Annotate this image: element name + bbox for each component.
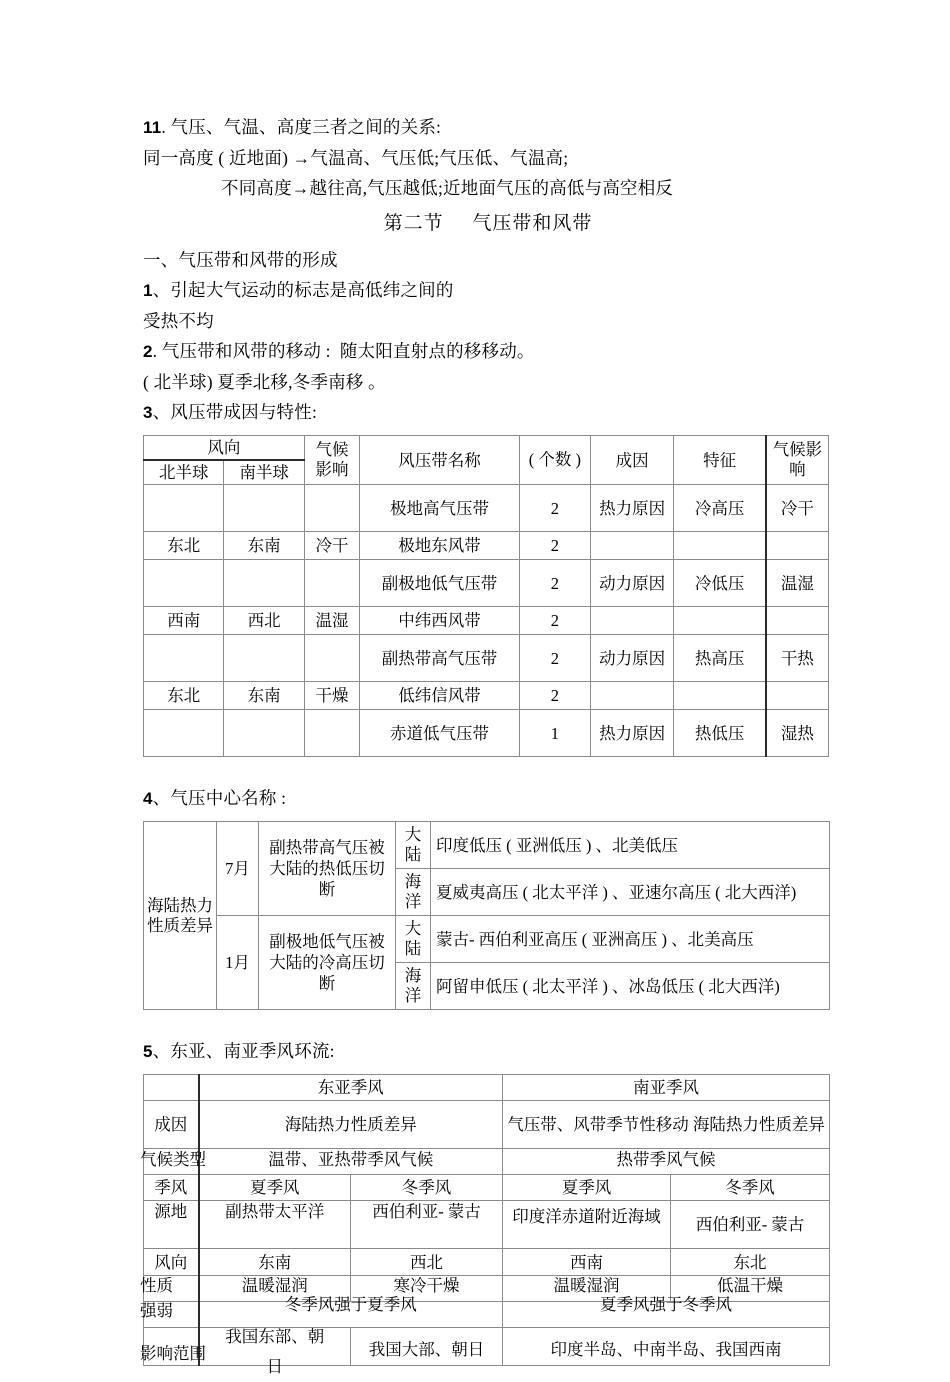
- cell-pressure-value: 印度低压 ( 亚洲低压 ) 、北美低压: [431, 822, 830, 869]
- table-row: [144, 485, 829, 532]
- cell-south: [224, 485, 304, 532]
- label-cause: 成因: [144, 1101, 199, 1149]
- cell-cause: [590, 532, 674, 560]
- outline-item-3-number: 3: [143, 403, 153, 422]
- outline-item-2: [143, 336, 833, 367]
- section-title: 第二节 气压带和风带: [383, 213, 593, 234]
- outline-item-1-text: 、引起大气运动的标志是高低纬之间的: [152, 280, 454, 300]
- outline-item-3-text: 、风压带成因与特性:: [152, 402, 318, 422]
- cell-east-summer-monsoon: 夏季风: [199, 1175, 351, 1201]
- cell-origin-east-summer-text: 副热带太平洋: [225, 1202, 325, 1221]
- cell-origin-east-summer: [199, 1201, 351, 1249]
- outline-item-4-number: 4: [143, 789, 153, 808]
- cell-north: [144, 710, 224, 757]
- cell-property-east-summer-text: 温暖湿润: [241, 1276, 308, 1295]
- cell-belt-name: 副极地低气压带: [360, 560, 520, 607]
- label-strength: [140, 1301, 199, 1328]
- label-range: [140, 1328, 206, 1366]
- cell-direction-east-winter: 西北: [351, 1249, 503, 1276]
- cell-feature: [674, 532, 766, 560]
- header-cause: 成因: [590, 436, 674, 485]
- table-row: [144, 635, 829, 682]
- cell-pressure-value: 夏威夷高压 ( 北太平洋 ) 、亚速尔高压 ( 北大西洋): [431, 869, 830, 916]
- cell-belt-name: 赤道低气压带: [360, 710, 520, 757]
- cell-climate1: [304, 710, 359, 757]
- table-row: [144, 822, 830, 869]
- table-row: [144, 710, 829, 757]
- outline-item-2-number: 2: [143, 342, 153, 361]
- outline-item-4: [143, 783, 833, 814]
- cell-origin-south-summer: [503, 1201, 671, 1249]
- table-monsoon-circulation: [140, 1074, 830, 1376]
- table-row: [144, 607, 829, 635]
- cell-count: 2: [519, 635, 590, 682]
- cell-climate2: 温湿: [766, 560, 829, 607]
- cell-cause: 热力原因: [590, 485, 674, 532]
- outline-item-1: [143, 275, 833, 306]
- cell-direction-south-winter: 东北: [671, 1249, 830, 1276]
- cell-strength-south-text: 夏季风强于冬季风: [600, 1295, 732, 1314]
- heading-formation: 一、气压带和风带的形成: [143, 250, 338, 270]
- same-altitude-line: 同一高度 ( 近地面) →气温高、气压低;气压低、气温高;: [143, 148, 569, 168]
- cell-corner-blank: [144, 1075, 199, 1101]
- label-climate-type-text: 气候类型: [140, 1150, 206, 1169]
- cell-property-east-winter-text: 寒冷干燥: [393, 1276, 460, 1295]
- cell-belt-name: 中纬西风带: [360, 607, 520, 635]
- cell-range-east-summer-text: 我国东部、朝日: [225, 1327, 325, 1376]
- label-property-text: 性质: [140, 1276, 173, 1295]
- cell-range-south-text: 印度半岛、中南半岛、我国西南: [550, 1340, 782, 1359]
- cell-count: 2: [519, 485, 590, 532]
- cell-count: 2: [519, 682, 590, 710]
- cell-cause: 热力原因: [590, 710, 674, 757]
- label-origin-text: 源地: [154, 1202, 188, 1221]
- label-monsoon: 季风: [144, 1175, 199, 1201]
- table-row: [144, 532, 829, 560]
- cell-south: 东南: [224, 682, 304, 710]
- cell-climate-type-east-text: 温带、亚热带季风气候: [268, 1150, 434, 1169]
- cell-range-east-winter-text: 我国大部、朝日: [368, 1340, 485, 1359]
- header-south-hemisphere: 南半球: [224, 460, 304, 485]
- cell-climate1: [304, 635, 359, 682]
- cell-count: 2: [519, 560, 590, 607]
- cell-south: 西北: [224, 607, 304, 635]
- table-row-header-top: [144, 436, 829, 461]
- cell-origin-east-winter-text: 西伯利亚- 蒙古: [372, 1202, 481, 1221]
- cell-south: [224, 560, 304, 607]
- cell-feature: 冷高压: [674, 485, 766, 532]
- outline-item-2-continued: ( 北半球) 夏季北移,冬季南移 。: [143, 372, 386, 392]
- cell-cause: 动力原因: [590, 560, 674, 607]
- header-south-asia-monsoon: 南亚季风: [503, 1075, 830, 1101]
- outline-item-1-number: 1: [143, 281, 153, 300]
- cell-cause-south: 气压带、风带季节性移动 海陆热力性质差异: [503, 1101, 830, 1149]
- outline-item-4-text: 、气压中心名称 :: [152, 788, 287, 808]
- cell-month: 7月: [217, 822, 259, 916]
- cell-south: [224, 635, 304, 682]
- cell-north: [144, 635, 224, 682]
- different-altitude-line: 不同高度→越往高,气压越低;近地面气压的高低与高空相反: [221, 178, 674, 198]
- table-row-header: [144, 1075, 830, 1101]
- cell-feature: [674, 682, 766, 710]
- header-feature: 特征: [674, 436, 766, 485]
- table-row: [144, 1175, 830, 1201]
- cell-strength-east-text: 冬季风强于夏季风: [284, 1295, 417, 1314]
- cell-feature: [674, 607, 766, 635]
- table-row: [144, 1328, 830, 1366]
- cell-south-summer-monsoon: 夏季风: [503, 1175, 671, 1201]
- cell-climate1: 冷干: [304, 532, 359, 560]
- table-row: [144, 1149, 830, 1175]
- cell-origin-east-winter: [351, 1201, 503, 1249]
- cell-climate2: [766, 532, 829, 560]
- cell-south: [224, 710, 304, 757]
- cell-origin-south-summer-text: 印度洋赤道附近海域: [512, 1206, 661, 1226]
- cell-belt-name: 极地高气压带: [360, 485, 520, 532]
- header-belt-name: 风压带名称: [360, 436, 520, 485]
- cell-count: 1: [519, 710, 590, 757]
- cell-count: 2: [519, 607, 590, 635]
- cell-root-cause: 海陆热力性质差异: [144, 822, 217, 1010]
- table-row: [144, 916, 830, 963]
- cell-feature: 冷低压: [674, 560, 766, 607]
- table-wind-pressure-belts: [143, 435, 829, 757]
- cell-count: 2: [519, 532, 590, 560]
- cell-feature: 热低压: [674, 710, 766, 757]
- outline-item-5-number: 5: [143, 1042, 153, 1061]
- header-climate-effect-left: 气候影响: [304, 436, 359, 485]
- cell-property-south-winter-text: 低温干燥: [717, 1276, 783, 1295]
- cell-climate2: [766, 682, 829, 710]
- table-pressure-centers: [143, 821, 830, 1010]
- header-east-asia-monsoon: 东亚季风: [199, 1075, 503, 1101]
- cell-direction-south-summer: 西南: [503, 1249, 671, 1276]
- cell-zone: 海洋: [396, 869, 431, 916]
- cell-pressure-value: 阿留申低压 ( 北太平洋 ) 、冰岛低压 ( 北大西洋): [431, 963, 830, 1010]
- cell-description: 副极地低气压被大陆的冷高压切断: [259, 916, 396, 1010]
- item-11-line: [143, 112, 833, 143]
- cell-direction-east-summer: 东南: [199, 1249, 351, 1276]
- cell-climate1: [304, 485, 359, 532]
- cell-climate-type-south-text: 热带季风气候: [616, 1150, 716, 1169]
- cell-belt-name: 低纬信风带: [360, 682, 520, 710]
- header-wind-direction: 风向: [144, 436, 305, 461]
- cell-range-east-summer: [199, 1327, 351, 1376]
- cell-climate-type-east: [199, 1149, 503, 1175]
- cell-cause: [590, 682, 674, 710]
- cell-cause: [590, 607, 674, 635]
- cell-north: [144, 560, 224, 607]
- document-body: [140, 112, 833, 1376]
- cell-belt-name: 极地东风带: [360, 532, 520, 560]
- cell-feature: 热高压: [674, 635, 766, 682]
- cell-climate2: 冷干: [766, 485, 829, 532]
- cell-strength-south: [503, 1295, 830, 1328]
- label-origin: [144, 1201, 199, 1249]
- cell-climate2: [766, 607, 829, 635]
- cell-south-winter-monsoon: 冬季风: [671, 1175, 830, 1201]
- header-count: ( 个数 ): [519, 436, 590, 485]
- outline-item-1-continued: 受热不均: [143, 311, 214, 331]
- cell-range-east-winter: [351, 1328, 503, 1366]
- cell-zone: 大陆: [396, 822, 431, 869]
- cell-climate1: 温湿: [304, 607, 359, 635]
- cell-south: 东南: [224, 532, 304, 560]
- cell-north: 东北: [144, 532, 224, 560]
- item-11-number: 11: [143, 118, 162, 137]
- cell-description: 副热带高气压被大陆的热低压切断: [259, 822, 396, 916]
- cell-climate1: [304, 560, 359, 607]
- cell-origin-south-winter: 西伯利亚- 蒙古: [671, 1201, 830, 1249]
- label-range-text: 影响范围: [140, 1344, 206, 1363]
- header-climate-effect-right: 气候影响: [766, 436, 829, 485]
- cell-east-winter-monsoon: 冬季风: [351, 1175, 503, 1201]
- outline-item-3: [143, 397, 833, 428]
- cell-north: 东北: [144, 682, 224, 710]
- outline-item-5-text: 、东亚、南亚季风环流:: [152, 1041, 335, 1061]
- cell-month: 1月: [217, 916, 259, 1010]
- cell-pressure-value: 蒙古- 西伯利亚高压 ( 亚洲高压 ) 、北美高压: [431, 916, 830, 963]
- cell-climate1: 干燥: [304, 682, 359, 710]
- cell-cause-east: 海陆热力性质差异: [199, 1101, 503, 1149]
- cell-climate2: 干热: [766, 635, 829, 682]
- outline-item-2-text: . 气压带和风带的移动 : 随太阳直射点的移移动。: [152, 341, 535, 361]
- item-11-text: . 气压、气温、高度三者之间的关系:: [161, 117, 442, 137]
- cell-north: [144, 485, 224, 532]
- cell-belt-name: 副热带高气压带: [360, 635, 520, 682]
- label-strength-text: 强弱: [140, 1301, 173, 1320]
- table-row: [144, 560, 829, 607]
- cell-zone: 大陆: [396, 916, 431, 963]
- cell-range-south: [503, 1328, 830, 1366]
- label-climate-type: [140, 1149, 206, 1175]
- cell-property-south-summer-text: 温暖湿润: [553, 1276, 620, 1295]
- table-row: [144, 1201, 830, 1249]
- cell-climate-type-south: [503, 1149, 830, 1175]
- header-north-hemisphere: 北半球: [144, 460, 224, 485]
- cell-zone: 海洋: [396, 963, 431, 1010]
- table-row: [144, 682, 829, 710]
- cell-cause: 动力原因: [590, 635, 674, 682]
- cell-north: 西南: [144, 607, 224, 635]
- outline-item-5: [143, 1036, 833, 1067]
- label-direction: 风向: [144, 1249, 199, 1276]
- cell-climate2: 湿热: [766, 710, 829, 757]
- table-row: [144, 1101, 830, 1149]
